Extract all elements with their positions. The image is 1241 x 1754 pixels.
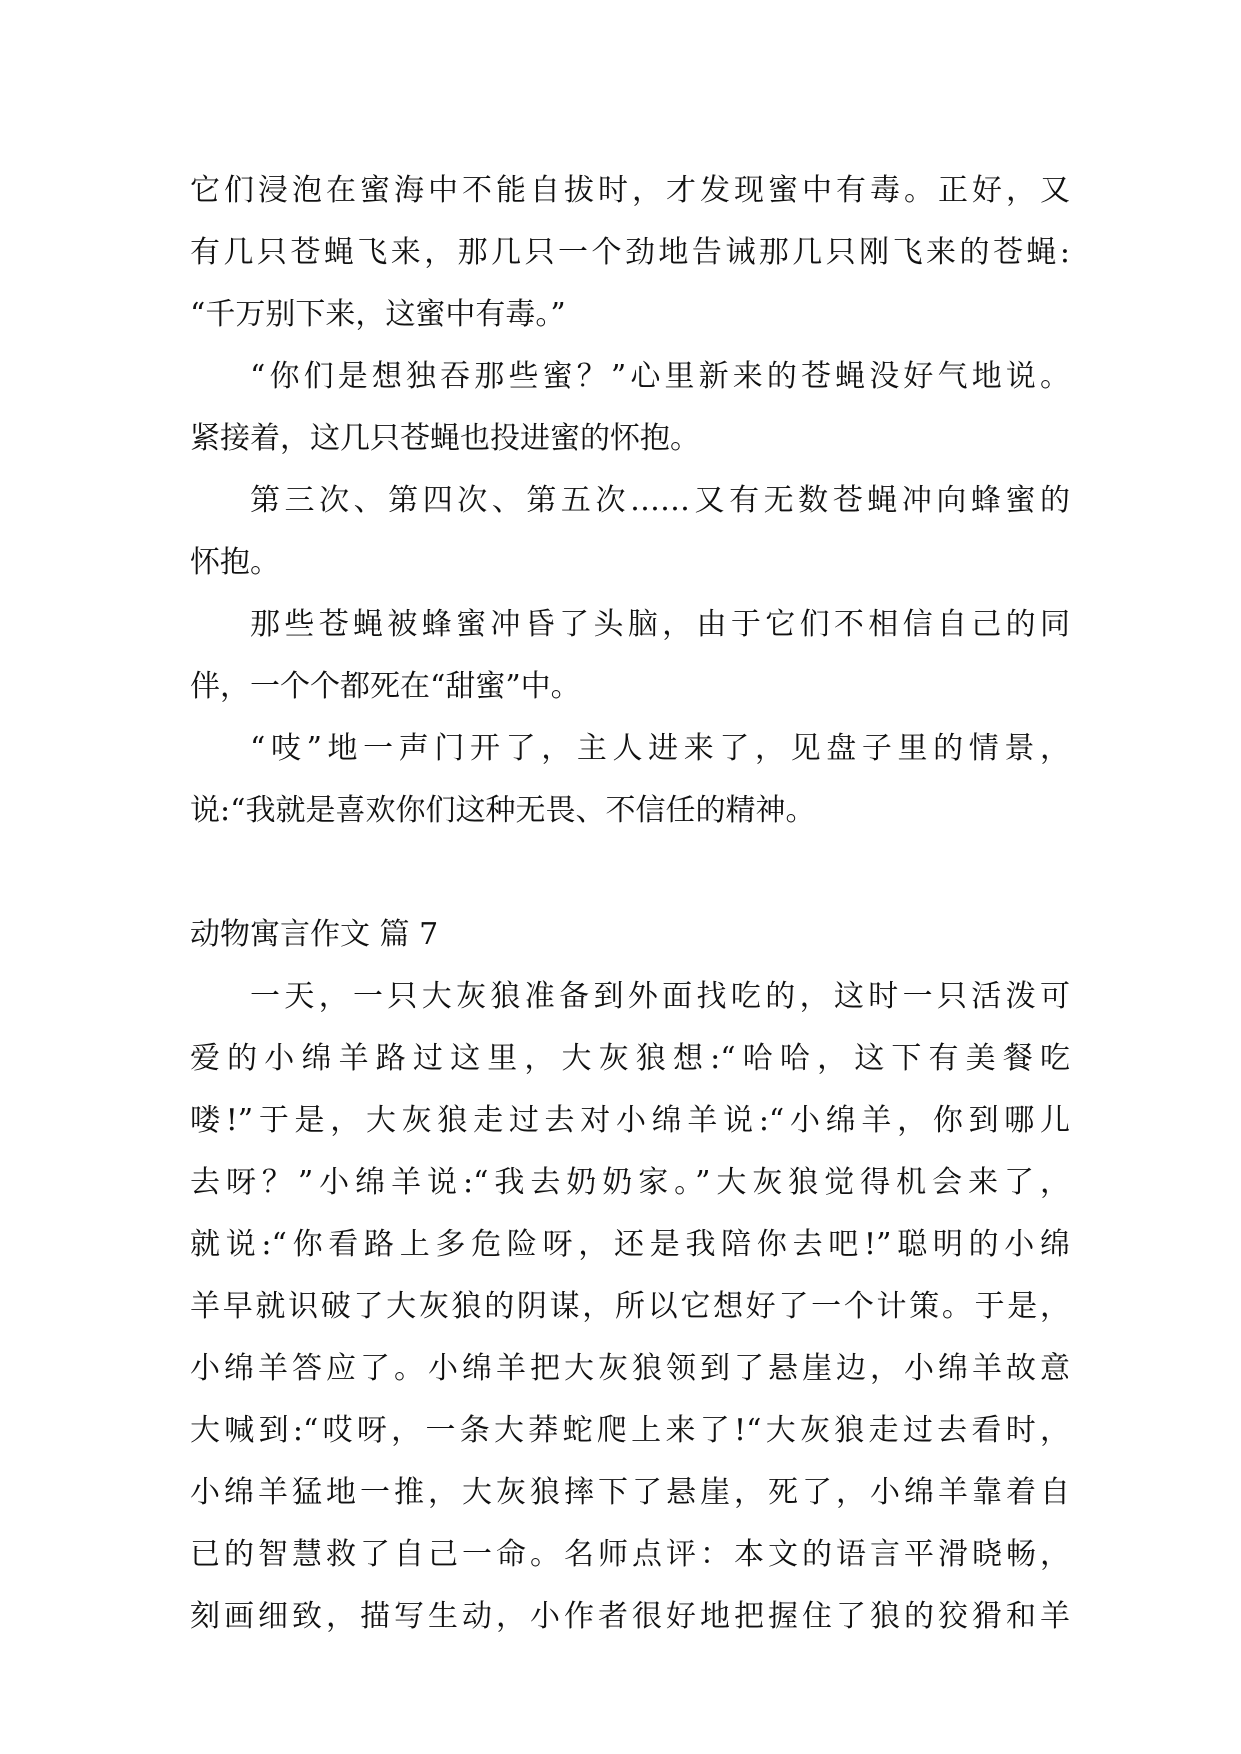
text-line: 说:“我就是喜欢你们这种无畏、不信任的精神。	[190, 793, 816, 828]
text-line: 紧接着，这几只苍蝇也投进蜜的怀抱。	[190, 421, 700, 456]
text-line: “你们是想独吞那些蜜？”心里新来的苍蝇没好气地说。	[250, 359, 1070, 394]
text-line: 一天，一只大灰狼准备到外面找吃的，这时一只活泼可	[250, 979, 1070, 1014]
text-line: 小绵羊答应了。小绵羊把大灰狼领到了悬崖边，小绵羊故意	[190, 1351, 1070, 1386]
text-line: 已的智慧救了自己一命。名师点评：本文的语言平滑晓畅，	[190, 1537, 1070, 1572]
paragraph	[190, 470, 1070, 594]
text-line: 它们浸泡在蜜海中不能自拔时，才发现蜜中有毒。正好，又	[190, 173, 1070, 208]
paragraph	[190, 346, 1070, 470]
text-line: 羊早就识破了大灰狼的阴谋，所以它想好了一个计策。于是，	[190, 1289, 1070, 1324]
text-line: 刻画细致，描写生动，小作者很好地把握住了狼的狡猾和羊	[190, 1599, 1070, 1634]
text-line: “吱”地一声门开了，主人进来了，见盘子里的情景，	[250, 731, 1070, 766]
document-text	[190, 160, 1070, 1648]
paragraph-gap	[190, 842, 1070, 904]
paragraph	[190, 718, 1070, 842]
text-line: 伴，一个个都死在“甜蜜”中。	[190, 669, 581, 704]
text-line: 大喊到:“哎呀，一条大莽蛇爬上来了!“大灰狼走过去看时，	[190, 1413, 1070, 1448]
paragraph	[190, 594, 1070, 718]
section-paragraph	[190, 966, 1070, 1648]
text-line: 喽!”于是，大灰狼走过去对小绵羊说:“小绵羊，你到哪儿	[190, 1103, 1070, 1138]
text-line: 那些苍蝇被蜂蜜冲昏了头脑，由于它们不相信自己的同	[250, 607, 1070, 642]
text-line: “千万别下来，这蜜中有毒。”	[190, 297, 566, 332]
text-line: 有几只苍蝇飞来，那几只一个劲地告诫那几只刚飞来的苍蝇:	[190, 235, 1070, 270]
text-line: 去呀？”小绵羊说:“我去奶奶家。”大灰狼觉得机会来了，	[190, 1165, 1070, 1200]
text-line: 小绵羊猛地一推，大灰狼摔下了悬崖，死了，小绵羊靠着自	[190, 1475, 1070, 1510]
text-line: 爱的小绵羊路过这里，大灰狼想:“哈哈，这下有美餐吃	[190, 1041, 1070, 1076]
text-line: 怀抱。	[190, 545, 280, 580]
text-line: 就说:“你看路上多危险呀，还是我陪你去吧!”聪明的小绵	[190, 1227, 1070, 1262]
text-line: 第三次、第四次、第五次……又有无数苍蝇冲向蜂蜜的	[250, 483, 1070, 518]
section-title: 动物寓言作文 篇 7	[190, 917, 439, 952]
paragraph	[190, 160, 1070, 346]
